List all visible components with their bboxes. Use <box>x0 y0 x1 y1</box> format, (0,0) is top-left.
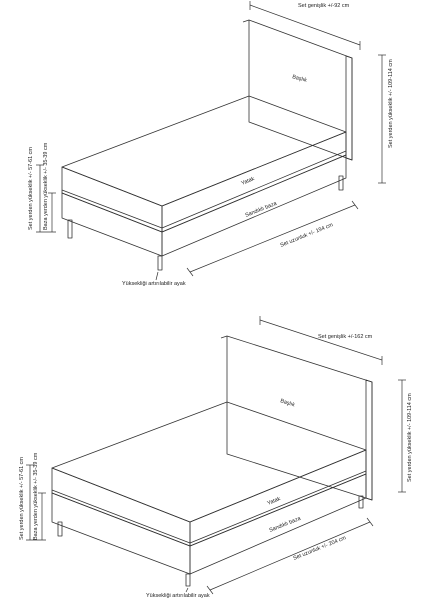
base-height-label: Baza yerden yükseklik +/- 35-39 cm <box>43 142 49 230</box>
height-label: Set yerden yükseklik +/- 109-114 cm <box>407 393 413 482</box>
height-label: Set yerden yükseklik +/- 109-114 cm <box>388 59 394 148</box>
mattress-label: Yatak <box>240 176 256 187</box>
length-dimension <box>187 201 358 276</box>
length-label: Set uzunluk +/- 194 cm <box>279 222 335 249</box>
headboard <box>221 336 372 500</box>
bed-height-label: Set yerden yükseklik +/- 57-61 cm <box>28 147 34 230</box>
width-label: Set genişlik +/-162 cm <box>318 334 373 340</box>
double-bed-diagram <box>0 300 424 600</box>
length-label: Set uzunluk +/- 204 cm <box>292 535 348 562</box>
legs <box>68 176 343 270</box>
base-label: Sandıklı baza <box>268 515 302 534</box>
storage-base <box>62 151 346 256</box>
feet-label: Yüksekliği artırılabilir ayak <box>122 281 186 287</box>
headboard-label: Başlık <box>279 398 296 409</box>
headboard <box>243 20 352 160</box>
double-bed-drawing <box>0 300 424 600</box>
mattress <box>62 96 346 232</box>
feet-label: Yüksekliği artırılabilir ayak <box>146 593 210 599</box>
width-label: Set genişlik +/-92 cm <box>298 3 350 9</box>
height-dimension <box>378 55 386 183</box>
mattress-label: Yatak <box>266 496 282 507</box>
mattress <box>52 402 366 546</box>
height-dimension <box>398 380 406 492</box>
headboard-label: Başlık <box>291 74 308 84</box>
width-dimension <box>260 316 382 365</box>
bed-height-label: Set yerden yükseklik +/- 57-61 cm <box>19 457 25 540</box>
base-label: Sandıklı baza <box>244 200 278 219</box>
base-height-label: Baza yerden yükseklik +/- 35-39 cm <box>33 452 39 540</box>
